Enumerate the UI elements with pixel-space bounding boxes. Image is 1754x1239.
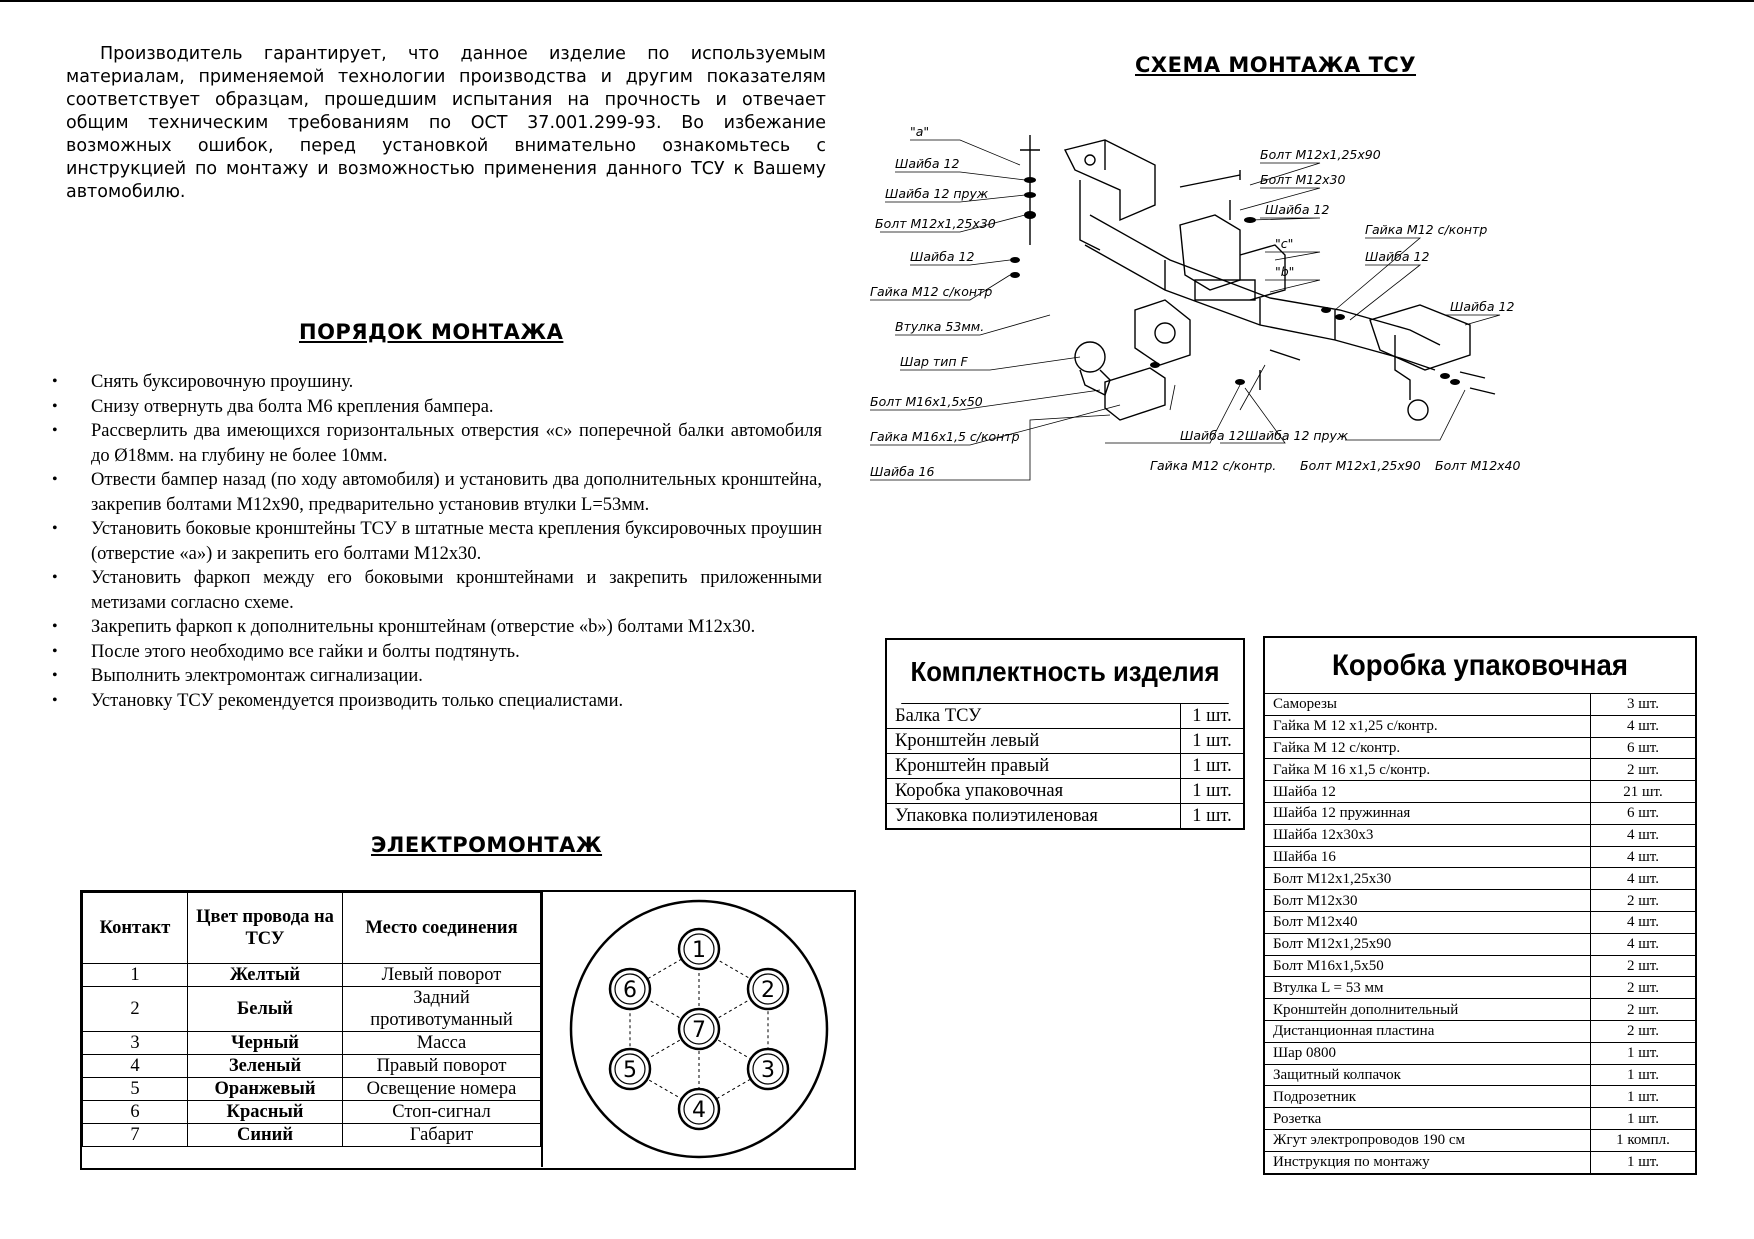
item-qty: 4 шт. [1591,824,1696,846]
socket-pin-label: 6 [623,978,637,1003]
place-cell: Левый поворот [343,964,541,987]
table-row [1265,802,1695,824]
socket-diagram-cell [541,892,855,1167]
item-name: Защитный колпачок [1265,1064,1591,1086]
label-nut: Гайка М12 с/контр [1365,222,1488,237]
item-qty: 1 шт. [1591,1042,1696,1064]
pin-cell: 3 [83,1032,188,1055]
socket-pinout-diagram [543,892,855,1167]
color-cell: Синий [188,1124,343,1147]
label-spring-washer: Шайба 12 пруж [885,186,989,201]
item-qty: 4 шт. [1591,715,1696,737]
socket-pin [679,929,719,969]
table-row [887,729,1243,754]
item-qty: 2 шт. [1591,759,1696,781]
table-row [1265,1151,1695,1172]
step-item: • Выполнить электромонтаж сигнализации. [52,664,822,689]
label-washer: Шайба 12 [1365,249,1430,264]
socket-pin [610,1049,650,1089]
item-qty: 4 шт. [1591,933,1696,955]
item-qty: 2 шт. [1591,999,1696,1021]
installation-order-heading: ПОРЯДОК МОНТАЖА [299,320,564,344]
label-bolt: Болт М12х1,25х90 [1300,458,1421,473]
item-name: Болт М16х1,5х50 [1265,955,1591,977]
table-row [1265,715,1695,737]
item-qty: 1 шт. [1181,704,1244,729]
step-item: • Рассверлить два имеющихся горизонтальных отверстия «с» поперечной балки автомобиля до Ø18мм. на глубину не более 10мм. [52,419,822,468]
color-cell: Желтый [188,964,343,987]
item-qty: 2 шт. [1591,977,1696,999]
label-nut: Гайка М12 с/контр. [1150,458,1277,473]
socket-pin-label: 2 [761,978,775,1003]
table-row [1265,824,1695,846]
pin-cell: 5 [83,1078,188,1101]
item-name: Шайба 12 [1265,781,1591,803]
item-qty: 4 шт. [1591,911,1696,933]
table-row [887,754,1243,779]
label-washer: Шайба 12 [1450,299,1515,314]
table-row [83,1078,541,1101]
table-row [83,987,541,1032]
label-washer: Шайба 12 [1265,202,1330,217]
wiring-table [82,892,541,1147]
label-hole-c: "c" [1275,236,1294,251]
item-name: Коробка упаковочная [887,779,1181,804]
item-qty: 1 шт. [1591,1151,1696,1172]
color-cell: Зеленый [188,1055,343,1078]
item-name: Гайка М 12 с/контр. [1265,737,1591,759]
table-row [887,704,1243,729]
socket-pin-label: 3 [761,1058,775,1083]
socket-pin [610,969,650,1009]
label-washer: Шайба 16 [870,464,935,479]
socket-pin-label: 1 [692,938,706,963]
table-row [1265,737,1695,759]
item-qty: 1 шт. [1591,1086,1696,1108]
table-row [1265,694,1695,716]
socket-pin-label: 5 [623,1058,637,1083]
item-name: Шар 0800 [1265,1042,1591,1064]
table-row [887,779,1243,804]
socket-pin-label: 4 [692,1098,706,1123]
place-cell: Правый поворот [343,1055,541,1078]
item-name: Жгут электропроводов 190 см [1265,1129,1591,1151]
socket-pin-label: 7 [692,1018,706,1043]
place-cell: Габарит [343,1124,541,1147]
table-row [1265,890,1695,912]
installation-diagram [870,120,1585,515]
table-row [1265,781,1695,803]
place-cell: Стоп-сигнал [343,1101,541,1124]
left-bracket [1065,140,1155,220]
label-washer: Шайба 12 [1180,428,1245,443]
item-name: Инструкция по монтажу [1265,1151,1591,1172]
pin-cell: 7 [83,1124,188,1147]
header-connection-place: Место соединения [343,893,541,964]
table-row [1265,977,1695,999]
table-row [83,964,541,987]
item-name: Кронштейн левый [887,729,1181,754]
item-name: Кронштейн правый [887,754,1181,779]
item-qty: 1 шт. [1591,1064,1696,1086]
item-name: Болт М12х30 [1265,890,1591,912]
electrical-installation-heading: ЭЛЕКТРОМОНТАЖ [371,833,603,857]
installation-steps-list [52,370,822,713]
table-row [1265,1086,1695,1108]
step-item: • Установить боковые кронштейны ТСУ в штатные места крепления буксировочных проушин (отверстие «а») и закрепить его болтами М12х30. [52,517,822,566]
step-item: • Закрепить фаркоп к дополнительны кронштейнам (отверстие «b») болтами М12х30. [52,615,822,640]
item-name: Балка ТСУ [895,706,982,726]
pin-cell: 2 [83,987,188,1032]
item-name: Подрозетник [1265,1086,1591,1108]
socket-pin [748,1049,788,1089]
table-row [1265,759,1695,781]
step-item: • Снизу отвернуть два болта М6 крепления бампера. [52,395,822,420]
item-name: Болт М12х40 [1265,911,1591,933]
item-name: Болт М12х1,25х90 [1265,933,1591,955]
item-qty: 4 шт. [1591,846,1696,868]
item-qty: 1 компл. [1591,1129,1696,1151]
table-row [83,1101,541,1124]
label-ball: Шар тип F [900,354,968,369]
label-spring-washer: Шайба 12 пруж [1245,428,1349,443]
warranty-paragraph: Производитель гарантирует, что данное изделие по используемым материалам, применяемой технологии производства и другим показателям соответствует образцам, прошедшим испытания на прочность и отвечает общим техническим требованиям по ОСТ 37.001.299-93. Во избежание возможных ошибок, перед установкой внимательно ознакомьтесь с инструкцией по монтажу и возможностью применения данного ТСУ к Вашему автомобилю. [66,44,826,202]
installation-scheme-heading: СХЕМА МОНТАЖА ТСУ [1135,53,1417,77]
item-qty: 6 шт. [1591,802,1696,824]
table-row [83,1055,541,1078]
item-name: Гайка М 12 х1,25 с/контр. [1265,715,1591,737]
table-row [1265,1020,1695,1042]
label-nut: Гайка М16х1,5 с/контр [870,429,1020,444]
item-name: Саморезы [1265,694,1591,716]
product-contents-title: Комплектность изделия [901,640,1229,704]
label-hole-a: "a" [910,124,930,139]
table-header-row [83,893,541,964]
item-qty: 2 шт. [1591,955,1696,977]
socket-pin [748,969,788,1009]
ball-mount [1105,368,1165,420]
header-wire-color: Цвет провода на ТСУ [188,893,343,964]
item-name: Розетка [1265,1108,1591,1130]
pin-cell: 4 [83,1055,188,1078]
item-qty: 1 шт. [1591,1108,1696,1130]
item-qty: 1 шт. [1181,729,1244,754]
socket-pin [679,1089,719,1129]
item-name: Упаковка полиэтиленовая [887,804,1181,829]
item-name: Кронштейн дополнительный [1265,999,1591,1021]
table-row [1265,999,1695,1021]
item-qty: 3 шт. [1591,694,1696,716]
table-row [1265,933,1695,955]
table-row [1265,911,1695,933]
step-item: • Установить фаркоп между его боковыми кронштейнами и закрепить приложенными метизами согласно схеме. [52,566,822,615]
place-cell: Освещение номера [343,1078,541,1101]
item-qty: 21 шт. [1591,781,1696,803]
table-row [1265,1042,1695,1064]
top-border-line [0,0,1754,2]
header-contact: Контакт [83,893,188,964]
label-washer: Шайба 12 [895,156,960,171]
table-row [1265,868,1695,890]
table-row [887,804,1243,829]
step-item: • Отвести бампер назад (по ходу автомобиля) и установить два дополнительных кронштейна, закрепив болтами М12х90, предварительно установив втулки L=53мм. [52,468,822,517]
item-qty: 2 шт. [1591,1020,1696,1042]
item-qty: 1 шт. [1181,804,1244,829]
packing-box-title: Коробка упаковочная [1332,649,1628,682]
table-row [1265,846,1695,868]
table-row [1265,1064,1695,1086]
table-row [83,1124,541,1147]
product-contents-table [885,638,1245,830]
label-nut: Гайка М12 с/контр [870,284,993,299]
socket-pin [679,1009,719,1049]
table-row [1265,1108,1695,1130]
color-cell: Красный [188,1101,343,1124]
label-washer: Шайба 12 [910,249,975,264]
item-name: Шайба 12х30х3 [1265,824,1591,846]
label-bolt: Болт М12х1,25х90 [1260,147,1381,162]
step-item: • Снять буксировочную проушину. [52,370,822,395]
item-name: Болт М12х1,25х30 [1265,868,1591,890]
item-name: Дистанционная пластина [1265,1020,1591,1042]
pin-cell: 1 [83,964,188,987]
step-item: • После этого необходимо все гайки и болты подтянуть. [52,640,822,665]
item-qty: 2 шт. [1591,890,1696,912]
item-qty: 6 шт. [1591,737,1696,759]
item-qty: 4 шт. [1591,868,1696,890]
item-name: Шайба 12 пружинная [1265,802,1591,824]
label-bolt: Болт М12х30 [1260,172,1346,187]
table-row [1265,955,1695,977]
color-cell: Белый [188,987,343,1032]
table-row [83,1032,541,1055]
color-cell: Оранжевый [188,1078,343,1101]
color-cell: Черный [188,1032,343,1055]
packing-box-items [1265,693,1695,1173]
place-cell: Масса [343,1032,541,1055]
item-qty: 1 шт. [1181,754,1244,779]
label-bushing: Втулка 53мм. [895,319,985,334]
pin-cell: 6 [83,1101,188,1124]
label-bolt: Болт М16х1,5х50 [870,394,983,409]
wiring-table-frame [80,890,856,1170]
item-name: Втулка L = 53 мм [1265,977,1591,999]
packing-box-table [1263,636,1697,1175]
item-name: Шайба 16 [1265,846,1591,868]
label-hole-b: "b" [1275,264,1295,279]
table-row [1265,1129,1695,1151]
place-cell: Задний противотуманный [343,987,541,1032]
step-item: • Установку ТСУ рекомендуется производить только специалистами. [52,689,822,714]
item-name: Гайка М 16 х1,5 с/контр. [1265,759,1591,781]
label-bolt: Болт М12х1,25х30 [875,216,996,231]
item-qty: 1 шт. [1181,779,1244,804]
label-bolt: Болт М12х40 [1435,458,1521,473]
